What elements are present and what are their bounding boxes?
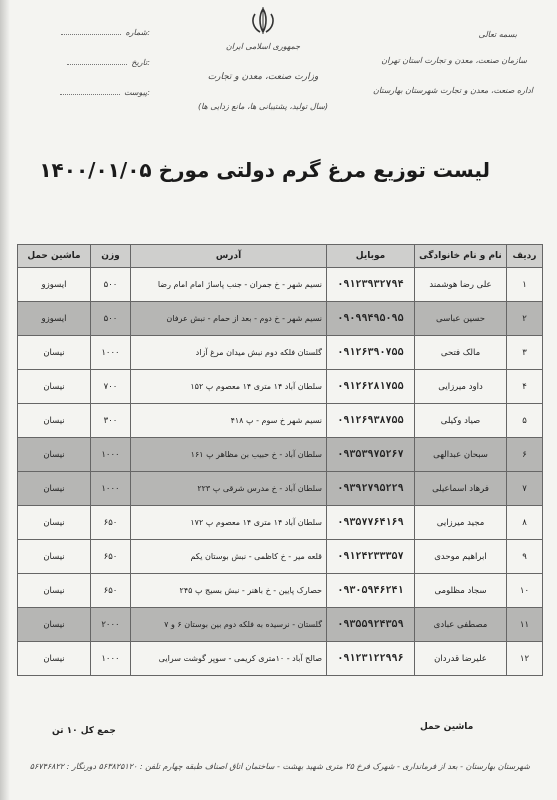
field-number: شماره: xyxy=(30,28,150,37)
cell-name: مصطفی عبادی xyxy=(415,608,507,642)
cell-address: صالح آباد - ۱۰متری کریمی - سوپر گوشت سرایی xyxy=(131,642,327,676)
cell-vehicle: ایسوزو xyxy=(18,268,91,302)
cell-vehicle: نیسان xyxy=(18,438,91,472)
cell-mobile: ۰۹۱۲۶۹۳۸۷۵۵ xyxy=(327,404,415,438)
col-header-row: ردیف xyxy=(507,245,543,268)
table-row xyxy=(18,370,543,404)
cell-mobile: ۰۹۱۲۳۹۳۲۷۹۴ xyxy=(327,268,415,302)
cell-mobile: ۰۹۰۹۹۴۹۵۰۹۵ xyxy=(327,302,415,336)
cell-name: مالک فتحی xyxy=(415,336,507,370)
header-office: اداره صنعت، معدن و تجارت شهرستان بهارستان xyxy=(372,86,533,95)
cell-name: صیاد وکیلی xyxy=(415,404,507,438)
cell-row: ۹ xyxy=(507,540,543,574)
col-header-address: آدرس xyxy=(131,245,327,268)
cell-row: ۷ xyxy=(507,472,543,506)
cell-weight: ۷۰۰ xyxy=(91,370,131,404)
cell-weight: ۶۵۰ xyxy=(91,574,131,608)
cell-address: گلستان فلکه دوم نبش میدان مرغ آزاد xyxy=(131,336,327,370)
cell-vehicle: نیسان xyxy=(18,336,91,370)
cell-row: ۵ xyxy=(507,404,543,438)
table-row xyxy=(18,404,543,438)
cell-row: ۱۲ xyxy=(507,642,543,676)
cell-weight: ۲۰۰۰ xyxy=(91,608,131,642)
cell-weight: ۱۰۰۰ xyxy=(91,472,131,506)
table-row xyxy=(18,438,543,472)
col-header-mobile: موبایل xyxy=(327,245,415,268)
cell-mobile: ۰۹۳۵۵۹۲۴۳۵۹ xyxy=(327,608,415,642)
cell-mobile: ۰۹۱۲۶۲۸۱۷۵۵ xyxy=(327,370,415,404)
col-header-vehicle: ماشین حمل xyxy=(18,245,91,268)
distribution-table xyxy=(17,244,543,676)
cell-row: ۱ xyxy=(507,268,543,302)
table-row xyxy=(18,336,543,370)
cell-row: ۸ xyxy=(507,506,543,540)
table-row xyxy=(18,506,543,540)
footer-address: شهرستان بهارستان - بعد از فرمانداری - شهرک فرخ ۲۵ متری شهید بهشت - ساختمان اتاق اصناف طبقه چهارم تلفن : ۵۶۳۸۲۵۱۲۰ دورنگار : ۵۶۷۴۶۸۲۲ xyxy=(29,762,530,771)
cell-weight: ۶۵۰ xyxy=(91,506,131,540)
cell-mobile: ۰۹۳۵۷۷۶۴۱۶۹ xyxy=(327,506,415,540)
cell-address: گلستان - نرسیده به فلکه دوم بین بوستان ۶ و ۷ xyxy=(131,608,327,642)
cell-name: سجاد مظلومی xyxy=(415,574,507,608)
cell-mobile: ۰۹۱۲۳۱۲۲۹۹۶ xyxy=(327,642,415,676)
cell-mobile: ۰۹۱۲۴۲۳۳۳۵۷ xyxy=(327,540,415,574)
cell-address: سلطان آباد ۱۴ متری ۱۴ معصوم پ ۱۷۲ xyxy=(131,506,327,540)
cell-vehicle: ایسوزو xyxy=(18,302,91,336)
cell-weight: ۵۰۰ xyxy=(91,268,131,302)
cell-vehicle: نیسان xyxy=(18,540,91,574)
cell-name: داود میرزایی xyxy=(415,370,507,404)
cell-weight: ۱۰۰۰ xyxy=(91,336,131,370)
table-row xyxy=(18,472,543,506)
field-date: تاریخ: xyxy=(30,58,150,67)
cell-mobile: ۰۹۳۵۳۹۷۵۲۶۷ xyxy=(327,438,415,472)
cell-vehicle: نیسان xyxy=(18,642,91,676)
cell-vehicle: نیسان xyxy=(18,608,91,642)
total-weight: جمع کل ۱۰ تن xyxy=(52,726,116,736)
header-basmala: بسمه تعالی xyxy=(478,30,517,39)
cell-vehicle: نیسان xyxy=(18,506,91,540)
cell-row: ۲ xyxy=(507,302,543,336)
header-ministry: وزارت صنعت، معدن و تجارت xyxy=(207,72,319,82)
table-header-row xyxy=(18,245,543,268)
cell-mobile: ۰۹۱۲۶۳۹۰۷۵۵ xyxy=(327,336,415,370)
table-row xyxy=(18,268,543,302)
cell-vehicle: نیسان xyxy=(18,404,91,438)
header-year-slogan: (سال تولید، پشتیبانی ها، مانع زدایی ها) xyxy=(197,102,329,111)
cell-address: سلطان آباد - خ مدرس شرقی پ ۲۲۳ xyxy=(131,472,327,506)
table-row xyxy=(18,574,543,608)
cell-weight: ۱۰۰۰ xyxy=(91,642,131,676)
cell-name: حسین عباسی xyxy=(415,302,507,336)
cell-address: حصارک پایین - خ باهنر - نبش بسیج پ ۲۴۵ xyxy=(131,574,327,608)
cell-weight: ۵۰۰ xyxy=(91,302,131,336)
col-header-weight: وزن xyxy=(91,245,131,268)
header-country: جمهوری اسلامی ایران xyxy=(225,42,301,51)
cell-name: علی رضا هوشمند xyxy=(415,268,507,302)
cell-row: ۳ xyxy=(507,336,543,370)
scan-shadow xyxy=(0,0,10,800)
cell-name: سبحان عبدالهی xyxy=(415,438,507,472)
cell-weight: ۱۰۰۰ xyxy=(91,438,131,472)
field-attachment: پیوست: xyxy=(30,88,150,97)
cell-vehicle: نیسان xyxy=(18,370,91,404)
cell-name: ابراهیم موحدی xyxy=(415,540,507,574)
header-organization: سازمان صنعت، معدن و تجارت استان تهران xyxy=(381,56,527,65)
cell-weight: ۶۵۰ xyxy=(91,540,131,574)
cell-address: نسیم شهر خ سوم - پ ۴۱۸ xyxy=(131,404,327,438)
cell-address: قلعه میر - خ کاظمی - نبش بوستان یکم xyxy=(131,540,327,574)
table-row xyxy=(18,540,543,574)
cell-address: نسیم شهر - خ دوم - بعد از حمام - نبش عرفان xyxy=(131,302,327,336)
table-body xyxy=(18,268,543,676)
table-row xyxy=(18,302,543,336)
cell-address: سلطان آباد - خ حبیب بن مظاهر پ ۱۶۱ xyxy=(131,438,327,472)
cell-address: نسیم شهر - خ جمران - جنب پاساژ امام امام رضا xyxy=(131,268,327,302)
cell-row: ۱۰ xyxy=(507,574,543,608)
cell-row: ۱۱ xyxy=(507,608,543,642)
cell-weight: ۳۰۰ xyxy=(91,404,131,438)
iran-emblem-icon xyxy=(246,6,280,36)
cell-name: مجید میرزایی xyxy=(415,506,507,540)
cell-vehicle: نیسان xyxy=(18,472,91,506)
cell-vehicle: نیسان xyxy=(18,574,91,608)
cell-row: ۴ xyxy=(507,370,543,404)
cell-name: فرهاد اسماعیلی xyxy=(415,472,507,506)
cell-mobile: ۰۹۳۰۵۹۴۶۲۴۱ xyxy=(327,574,415,608)
table-row xyxy=(18,642,543,676)
cell-mobile: ۰۹۳۹۲۷۹۵۲۲۹ xyxy=(327,472,415,506)
col-header-name: نام و نام خانوادگی xyxy=(415,245,507,268)
cell-name: علیرضا قدردان xyxy=(415,642,507,676)
table-row xyxy=(18,608,543,642)
driver-label: ماشین حمل xyxy=(420,722,474,732)
cell-address: سلطان آباد ۱۴ متری ۱۴ معصوم پ ۱۵۲ xyxy=(131,370,327,404)
cell-row: ۶ xyxy=(507,438,543,472)
document-title: لیست توزیع مرغ گرم دولتی مورخ ۱۴۰۰/۰۱/۰۵ xyxy=(39,158,490,182)
